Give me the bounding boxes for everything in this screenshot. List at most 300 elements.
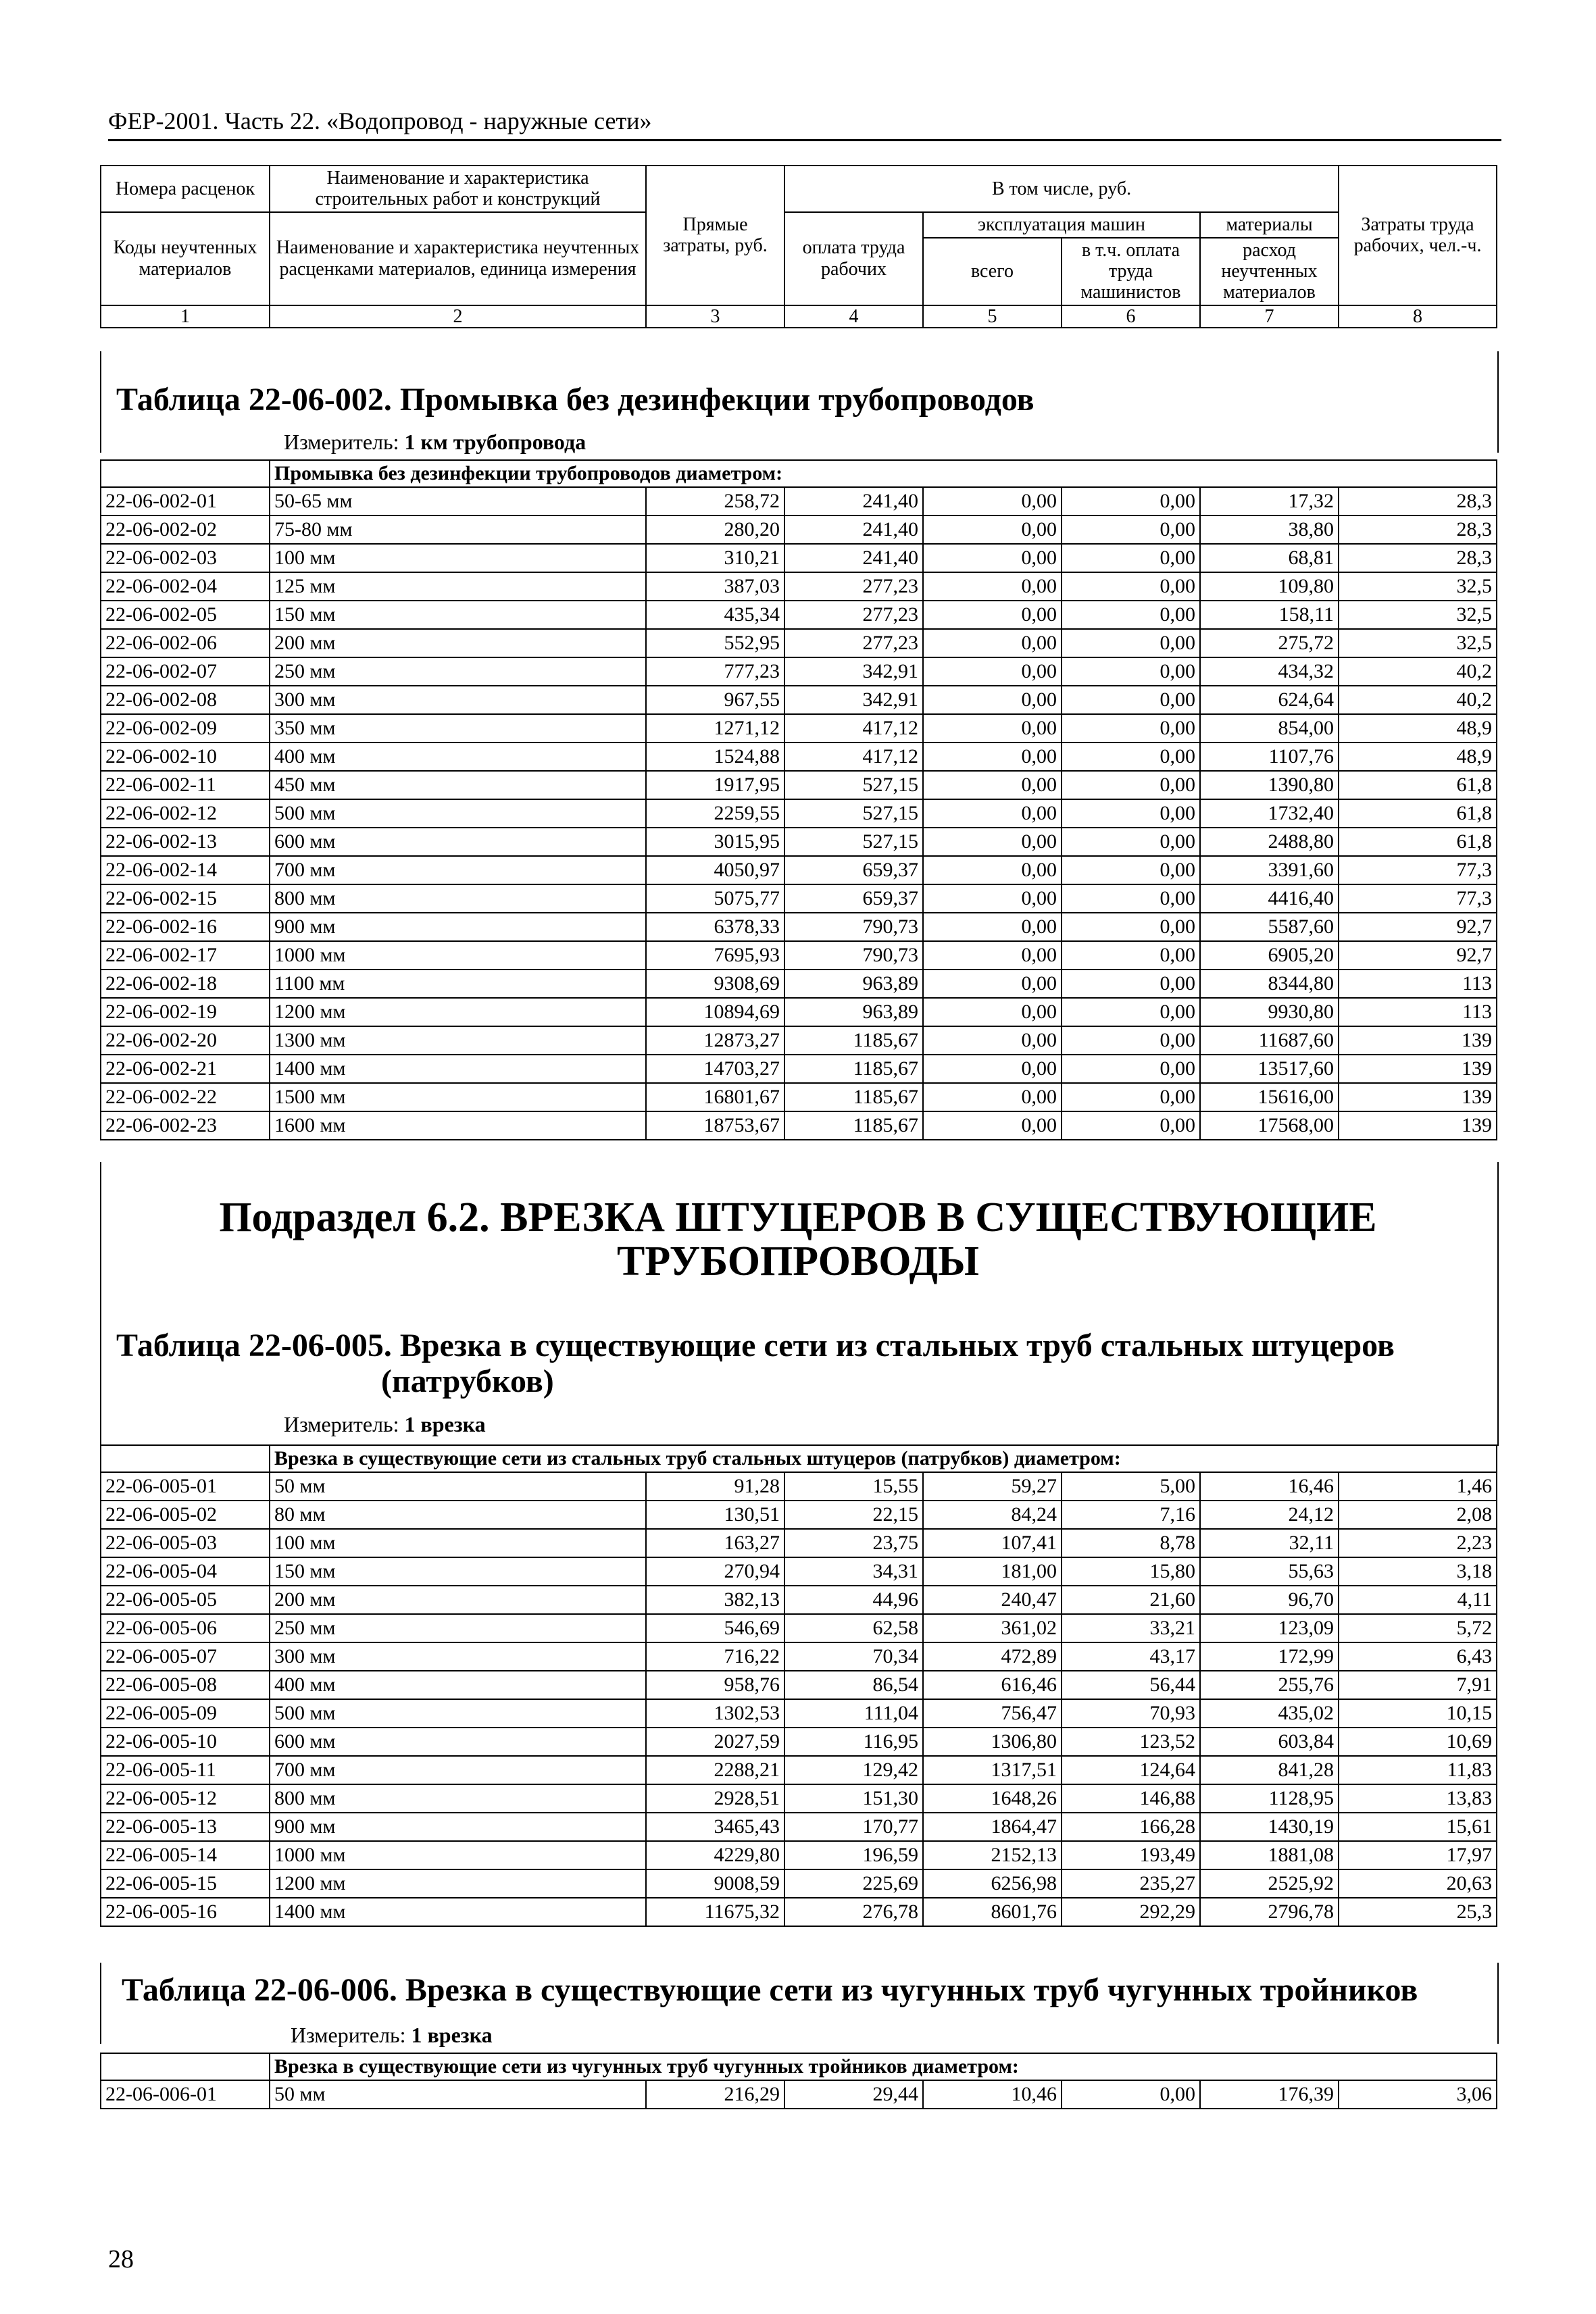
subheader-empty-cell <box>101 1445 270 1472</box>
rate-code-cell: 22-06-002-05 <box>101 601 270 629</box>
materials-cell: 255,76 <box>1200 1671 1339 1699</box>
materials-cell: 38,80 <box>1200 515 1339 544</box>
rate-code-cell: 22-06-005-06 <box>101 1614 270 1642</box>
machines-total-cell: 0,00 <box>923 1055 1062 1083</box>
materials-cell: 123,09 <box>1200 1614 1339 1642</box>
machines-total-cell: 59,27 <box>923 1472 1062 1501</box>
direct-costs-cell: 3015,95 <box>646 828 784 856</box>
labor-pay-cell: 342,91 <box>784 657 923 686</box>
table-row <box>101 686 1497 714</box>
materials-cell: 1390,80 <box>1200 771 1339 799</box>
materials-cell: 1128,95 <box>1200 1784 1339 1813</box>
rate-name-cell: 1000 мм <box>270 1841 646 1869</box>
machines-labor-cell: 0,00 <box>1062 544 1200 572</box>
col-num: 5 <box>923 305 1062 328</box>
materials-cell: 275,72 <box>1200 629 1339 657</box>
table-row <box>101 1756 1497 1784</box>
machines-labor-cell: 8,78 <box>1062 1529 1200 1557</box>
table-title-line: (патрубков) <box>381 1363 554 1399</box>
materials-cell: 11687,60 <box>1200 1026 1339 1055</box>
rate-name-cell: 1200 мм <box>270 1869 646 1898</box>
subheader-empty-cell <box>101 460 270 487</box>
labor-pay-cell: 527,15 <box>784 771 923 799</box>
labor-pay-cell: 29,44 <box>784 2080 923 2109</box>
direct-costs-cell: 552,95 <box>646 629 784 657</box>
materials-cell: 2488,80 <box>1200 828 1339 856</box>
direct-costs-cell: 7695,93 <box>646 941 784 970</box>
labor-pay-cell: 15,55 <box>784 1472 923 1501</box>
rate-code-cell: 22-06-005-02 <box>101 1501 270 1529</box>
subheader-row <box>101 1445 1497 1472</box>
labor-pay-cell: 277,23 <box>784 629 923 657</box>
machines-labor-cell: 0,00 <box>1062 1026 1200 1055</box>
col-num: 7 <box>1200 305 1339 328</box>
machines-total-cell: 0,00 <box>923 913 1062 941</box>
labor-costs-cell: 3,06 <box>1339 2080 1497 2109</box>
labor-pay-cell: 241,40 <box>784 515 923 544</box>
machines-labor-cell: 5,00 <box>1062 1472 1200 1501</box>
rate-code-cell: 22-06-002-14 <box>101 856 270 884</box>
rate-code-cell: 22-06-005-11 <box>101 1756 270 1784</box>
measure-label: Измеритель: <box>284 1412 405 1436</box>
machines-labor-cell: 292,29 <box>1062 1898 1200 1926</box>
direct-costs-cell: 4050,97 <box>646 856 784 884</box>
rate-name-cell: 700 мм <box>270 1756 646 1784</box>
measure-unit <box>284 1412 486 1437</box>
materials-cell: 4416,40 <box>1200 884 1339 913</box>
machines-total-cell: 0,00 <box>923 941 1062 970</box>
machines-labor-cell: 166,28 <box>1062 1813 1200 1841</box>
labor-costs-cell: 113 <box>1339 998 1497 1026</box>
rate-code-cell: 22-06-002-08 <box>101 686 270 714</box>
labor-costs-cell: 139 <box>1339 1026 1497 1055</box>
machines-total-cell: 8601,76 <box>923 1898 1062 1926</box>
rate-name-cell: 1500 мм <box>270 1083 646 1111</box>
direct-costs-cell: 967,55 <box>646 686 784 714</box>
rate-name-cell: 250 мм <box>270 657 646 686</box>
direct-costs-cell: 2027,59 <box>646 1728 784 1756</box>
labor-costs-cell: 61,8 <box>1339 828 1497 856</box>
machines-labor-cell: 0,00 <box>1062 1055 1200 1083</box>
direct-costs-cell: 435,34 <box>646 601 784 629</box>
table-row <box>101 544 1497 572</box>
materials-cell: 435,02 <box>1200 1699 1339 1728</box>
labor-pay-cell: 22,15 <box>784 1501 923 1529</box>
labor-pay-cell: 277,23 <box>784 572 923 601</box>
header-rates-no: Номера расценок <box>101 166 270 212</box>
machines-labor-cell: 43,17 <box>1062 1642 1200 1671</box>
direct-costs-cell: 14703,27 <box>646 1055 784 1083</box>
table-row <box>101 1869 1497 1898</box>
rate-code-cell: 22-06-005-12 <box>101 1784 270 1813</box>
machines-total-cell: 0,00 <box>923 572 1062 601</box>
measure-label: Измеритель: <box>284 430 405 454</box>
rates-table-22-06-006 <box>100 2053 1497 2109</box>
labor-pay-cell: 23,75 <box>784 1529 923 1557</box>
rate-code-cell: 22-06-005-04 <box>101 1557 270 1586</box>
header-machines: эксплуатация машин <box>923 212 1200 238</box>
table-row <box>101 1699 1497 1728</box>
header-codes: Коды неучтенных материалов <box>101 212 270 305</box>
rate-name-cell: 50-65 мм <box>270 487 646 515</box>
machines-labor-cell: 0,00 <box>1062 884 1200 913</box>
rate-name-cell: 1100 мм <box>270 970 646 998</box>
machines-labor-cell: 70,93 <box>1062 1699 1200 1728</box>
direct-costs-cell: 216,29 <box>646 2080 784 2109</box>
rates-table-22-06-002 <box>100 459 1497 1140</box>
rate-code-cell: 22-06-005-13 <box>101 1813 270 1841</box>
labor-costs-cell: 20,63 <box>1339 1869 1497 1898</box>
header-labor-pay: оплата труда рабочих <box>784 212 923 305</box>
labor-pay-cell: 225,69 <box>784 1869 923 1898</box>
rate-code-cell: 22-06-002-17 <box>101 941 270 970</box>
labor-costs-cell: 28,3 <box>1339 544 1497 572</box>
labor-costs-cell: 77,3 <box>1339 884 1497 913</box>
labor-pay-cell: 116,95 <box>784 1728 923 1756</box>
rate-code-cell: 22-06-002-12 <box>101 799 270 828</box>
rate-name-cell: 200 мм <box>270 629 646 657</box>
rate-code-cell: 22-06-002-09 <box>101 714 270 743</box>
rate-code-cell: 22-06-002-06 <box>101 629 270 657</box>
header-incl: В том числе, руб. <box>784 166 1339 212</box>
materials-cell: 624,64 <box>1200 686 1339 714</box>
direct-costs-cell: 1271,12 <box>646 714 784 743</box>
labor-costs-cell: 139 <box>1339 1111 1497 1140</box>
table-row <box>101 941 1497 970</box>
machines-labor-cell: 193,49 <box>1062 1841 1200 1869</box>
rate-code-cell: 22-06-006-01 <box>101 2080 270 2109</box>
materials-cell: 2796,78 <box>1200 1898 1339 1926</box>
labor-costs-cell: 1,46 <box>1339 1472 1497 1501</box>
rate-name-cell: 1000 мм <box>270 941 646 970</box>
direct-costs-cell: 387,03 <box>646 572 784 601</box>
rate-code-cell: 22-06-002-01 <box>101 487 270 515</box>
labor-pay-cell: 70,34 <box>784 1642 923 1671</box>
labor-pay-cell: 170,77 <box>784 1813 923 1841</box>
materials-cell: 32,11 <box>1200 1529 1339 1557</box>
machines-total-cell: 240,47 <box>923 1586 1062 1614</box>
direct-costs-cell: 2928,51 <box>646 1784 784 1813</box>
materials-cell: 96,70 <box>1200 1586 1339 1614</box>
machines-total-cell: 361,02 <box>923 1614 1062 1642</box>
labor-costs-cell: 2,23 <box>1339 1529 1497 1557</box>
table-row <box>101 1586 1497 1614</box>
materials-cell: 172,99 <box>1200 1642 1339 1671</box>
table-row <box>101 2080 1497 2109</box>
table-row <box>101 629 1497 657</box>
machines-total-cell: 1864,47 <box>923 1813 1062 1841</box>
rate-name-cell: 50 мм <box>270 1472 646 1501</box>
labor-pay-cell: 790,73 <box>784 913 923 941</box>
labor-pay-cell: 659,37 <box>784 856 923 884</box>
table-row <box>101 1813 1497 1841</box>
labor-costs-cell: 6,43 <box>1339 1642 1497 1671</box>
subsection-line: Подраздел 6.2. ВРЕЗКА ШТУЦЕРОВ В СУЩЕСТВУЮЩИЕ <box>219 1194 1377 1240</box>
rate-code-cell: 22-06-002-22 <box>101 1083 270 1111</box>
direct-costs-cell: 2259,55 <box>646 799 784 828</box>
header-materials-unc: расход неучтенных материалов <box>1200 238 1339 305</box>
table-row <box>101 1111 1497 1140</box>
header-machines-total: всего <box>923 238 1062 305</box>
machines-total-cell: 0,00 <box>923 828 1062 856</box>
table-row <box>101 1728 1497 1756</box>
labor-costs-cell: 40,2 <box>1339 657 1497 686</box>
rate-name-cell: 80 мм <box>270 1501 646 1529</box>
rate-code-cell: 22-06-002-02 <box>101 515 270 544</box>
labor-costs-cell: 7,91 <box>1339 1671 1497 1699</box>
table-row <box>101 515 1497 544</box>
rate-name-cell: 900 мм <box>270 913 646 941</box>
table-row <box>101 1026 1497 1055</box>
rate-name-cell: 1400 мм <box>270 1055 646 1083</box>
direct-costs-cell: 280,20 <box>646 515 784 544</box>
machines-labor-cell: 7,16 <box>1062 1501 1200 1529</box>
machines-labor-cell: 0,00 <box>1062 657 1200 686</box>
table-row <box>101 771 1497 799</box>
materials-cell: 17,32 <box>1200 487 1339 515</box>
rate-name-cell: 800 мм <box>270 1784 646 1813</box>
table-row <box>101 1529 1497 1557</box>
header-machines-labor: в т.ч. оплата труда машинистов <box>1062 238 1200 305</box>
rate-code-cell: 22-06-005-07 <box>101 1642 270 1671</box>
materials-cell: 55,63 <box>1200 1557 1339 1586</box>
table-title <box>116 1328 1395 1400</box>
direct-costs-cell: 11675,32 <box>646 1898 784 1926</box>
machines-total-cell: 0,00 <box>923 1026 1062 1055</box>
labor-costs-cell: 61,8 <box>1339 799 1497 828</box>
measure-unit <box>284 430 586 455</box>
materials-cell: 176,39 <box>1200 2080 1339 2109</box>
subheader-row <box>101 2053 1497 2080</box>
machines-labor-cell: 0,00 <box>1062 913 1200 941</box>
labor-pay-cell: 1185,67 <box>784 1026 923 1055</box>
rate-name-cell: 1300 мм <box>270 1026 646 1055</box>
direct-costs-cell: 958,76 <box>646 1671 784 1699</box>
direct-costs-cell: 1302,53 <box>646 1699 784 1728</box>
measure-value: 1 врезка <box>411 2023 493 2047</box>
direct-costs-cell: 130,51 <box>646 1501 784 1529</box>
machines-total-cell: 616,46 <box>923 1671 1062 1699</box>
table-row <box>101 884 1497 913</box>
rate-code-cell: 22-06-002-23 <box>101 1111 270 1140</box>
machines-total-cell: 0,00 <box>923 799 1062 828</box>
direct-costs-cell: 91,28 <box>646 1472 784 1501</box>
labor-costs-cell: 3,18 <box>1339 1557 1497 1586</box>
table-row <box>101 714 1497 743</box>
table-row <box>101 1784 1497 1813</box>
labor-pay-cell: 129,42 <box>784 1756 923 1784</box>
rate-code-cell: 22-06-005-16 <box>101 1898 270 1926</box>
materials-cell: 8344,80 <box>1200 970 1339 998</box>
machines-labor-cell: 0,00 <box>1062 1083 1200 1111</box>
rate-name-cell: 200 мм <box>270 1586 646 1614</box>
direct-costs-cell: 10894,69 <box>646 998 784 1026</box>
machines-total-cell: 0,00 <box>923 970 1062 998</box>
materials-cell: 17568,00 <box>1200 1111 1339 1140</box>
rate-name-cell: 1400 мм <box>270 1898 646 1926</box>
machines-labor-cell: 0,00 <box>1062 799 1200 828</box>
machines-labor-cell: 0,00 <box>1062 941 1200 970</box>
table-row <box>101 1642 1497 1671</box>
rate-code-cell: 22-06-005-01 <box>101 1472 270 1501</box>
table-title-line: Таблица 22-06-005. Врезка в существующие сети из стальных труб стальных штуцеров <box>116 1328 1395 1363</box>
rate-name-cell: 500 мм <box>270 799 646 828</box>
materials-cell: 854,00 <box>1200 714 1339 743</box>
machines-labor-cell: 33,21 <box>1062 1614 1200 1642</box>
header-materials: материалы <box>1200 212 1339 238</box>
table-row <box>101 1472 1497 1501</box>
rate-code-cell: 22-06-002-20 <box>101 1026 270 1055</box>
machines-labor-cell: 21,60 <box>1062 1586 1200 1614</box>
machines-total-cell: 0,00 <box>923 714 1062 743</box>
labor-costs-cell: 77,3 <box>1339 856 1497 884</box>
measure-value: 1 км трубопровода <box>404 430 587 454</box>
rate-name-cell: 250 мм <box>270 1614 646 1642</box>
machines-total-cell: 1317,51 <box>923 1756 1062 1784</box>
materials-cell: 841,28 <box>1200 1756 1339 1784</box>
rate-code-cell: 22-06-002-18 <box>101 970 270 998</box>
machines-labor-cell: 0,00 <box>1062 686 1200 714</box>
labor-pay-cell: 111,04 <box>784 1699 923 1728</box>
subheader-cell: Промывка без дезинфекции трубопроводов диаметром: <box>270 460 1497 487</box>
labor-pay-cell: 62,58 <box>784 1614 923 1642</box>
table-row <box>101 487 1497 515</box>
labor-costs-cell: 10,69 <box>1339 1728 1497 1756</box>
materials-cell: 68,81 <box>1200 544 1339 572</box>
direct-costs-cell: 310,21 <box>646 544 784 572</box>
rate-code-cell: 22-06-002-03 <box>101 544 270 572</box>
machines-total-cell: 181,00 <box>923 1557 1062 1586</box>
rate-name-cell: 600 мм <box>270 1728 646 1756</box>
machines-total-cell: 0,00 <box>923 544 1062 572</box>
table-title: Таблица 22-06-006. Врезка в существующие сети из чугунных труб чугунных тройников <box>122 1972 1418 2008</box>
direct-costs-cell: 9008,59 <box>646 1869 784 1898</box>
rate-name-cell: 150 мм <box>270 601 646 629</box>
direct-costs-cell: 258,72 <box>646 487 784 515</box>
machines-labor-cell: 0,00 <box>1062 515 1200 544</box>
table-row <box>101 913 1497 941</box>
machines-labor-cell: 0,00 <box>1062 743 1200 771</box>
table-row <box>101 1501 1497 1529</box>
labor-pay-cell: 241,40 <box>784 487 923 515</box>
labor-costs-cell: 139 <box>1339 1055 1497 1083</box>
direct-costs-cell: 382,13 <box>646 1586 784 1614</box>
materials-cell: 3391,60 <box>1200 856 1339 884</box>
machines-labor-cell: 0,00 <box>1062 828 1200 856</box>
machines-total-cell: 0,00 <box>923 686 1062 714</box>
direct-costs-cell: 2288,21 <box>646 1756 784 1784</box>
table-row <box>101 1841 1497 1869</box>
direct-costs-cell: 16801,67 <box>646 1083 784 1111</box>
col-num: 1 <box>101 305 270 328</box>
measure-value: 1 врезка <box>404 1412 486 1436</box>
table-row <box>101 1671 1497 1699</box>
materials-cell: 158,11 <box>1200 601 1339 629</box>
materials-cell: 13517,60 <box>1200 1055 1339 1083</box>
labor-costs-cell: 4,11 <box>1339 1586 1497 1614</box>
machines-total-cell: 1306,80 <box>923 1728 1062 1756</box>
materials-cell: 434,32 <box>1200 657 1339 686</box>
table-row <box>101 1614 1497 1642</box>
direct-costs-cell: 4229,80 <box>646 1841 784 1869</box>
materials-cell: 16,46 <box>1200 1472 1339 1501</box>
labor-costs-cell: 5,72 <box>1339 1614 1497 1642</box>
labor-costs-cell: 61,8 <box>1339 771 1497 799</box>
table-row <box>101 856 1497 884</box>
rate-name-cell: 1600 мм <box>270 1111 646 1140</box>
subheader-empty-cell <box>101 2053 270 2080</box>
header-labor-costs: Затраты труда рабочих, чел.-ч. <box>1339 166 1497 305</box>
direct-costs-cell: 12873,27 <box>646 1026 784 1055</box>
header-direct-costs: Прямые затраты, руб. <box>646 166 784 305</box>
rate-name-cell: 125 мм <box>270 572 646 601</box>
labor-pay-cell: 417,12 <box>784 714 923 743</box>
machines-labor-cell: 0,00 <box>1062 487 1200 515</box>
materials-cell: 9930,80 <box>1200 998 1339 1026</box>
labor-pay-cell: 527,15 <box>784 828 923 856</box>
labor-costs-cell: 17,97 <box>1339 1841 1497 1869</box>
materials-cell: 1881,08 <box>1200 1841 1339 1869</box>
machines-total-cell: 1648,26 <box>923 1784 1062 1813</box>
labor-costs-cell: 32,5 <box>1339 601 1497 629</box>
subheader-cell: Врезка в существующие сети из стальных труб стальных штуцеров (патрубков) диаметром: <box>270 1445 1497 1472</box>
rate-name-cell: 350 мм <box>270 714 646 743</box>
subsection-line: ТРУБОПРОВОДЫ <box>617 1238 979 1285</box>
table-row <box>101 828 1497 856</box>
labor-pay-cell: 44,96 <box>784 1586 923 1614</box>
rate-name-cell: 150 мм <box>270 1557 646 1586</box>
labor-pay-cell: 34,31 <box>784 1557 923 1586</box>
machines-labor-cell: 0,00 <box>1062 856 1200 884</box>
rate-code-cell: 22-06-002-15 <box>101 884 270 913</box>
rate-name-cell: 900 мм <box>270 1813 646 1841</box>
labor-costs-cell: 15,61 <box>1339 1813 1497 1841</box>
rate-name-cell: 500 мм <box>270 1699 646 1728</box>
rate-name-cell: 50 мм <box>270 2080 646 2109</box>
machines-labor-cell: 0,00 <box>1062 714 1200 743</box>
materials-cell: 603,84 <box>1200 1728 1339 1756</box>
direct-costs-cell: 5075,77 <box>646 884 784 913</box>
labor-costs-cell: 92,7 <box>1339 913 1497 941</box>
labor-pay-cell: 963,89 <box>784 998 923 1026</box>
rate-code-cell: 22-06-005-10 <box>101 1728 270 1756</box>
machines-total-cell: 756,47 <box>923 1699 1062 1728</box>
direct-costs-cell: 270,94 <box>646 1557 784 1586</box>
machines-total-cell: 0,00 <box>923 771 1062 799</box>
labor-costs-cell: 2,08 <box>1339 1501 1497 1529</box>
labor-pay-cell: 276,78 <box>784 1898 923 1926</box>
machines-total-cell: 107,41 <box>923 1529 1062 1557</box>
labor-pay-cell: 963,89 <box>784 970 923 998</box>
labor-costs-cell: 28,3 <box>1339 515 1497 544</box>
labor-pay-cell: 86,54 <box>784 1671 923 1699</box>
direct-costs-cell: 18753,67 <box>646 1111 784 1140</box>
direct-costs-cell: 3465,43 <box>646 1813 784 1841</box>
rate-code-cell: 22-06-002-10 <box>101 743 270 771</box>
machines-labor-cell: 0,00 <box>1062 572 1200 601</box>
direct-costs-cell: 163,27 <box>646 1529 784 1557</box>
table-row <box>101 799 1497 828</box>
col-num: 2 <box>270 305 646 328</box>
rate-name-cell: 300 мм <box>270 1642 646 1671</box>
table-row <box>101 1083 1497 1111</box>
rate-code-cell: 22-06-002-13 <box>101 828 270 856</box>
materials-cell: 15616,00 <box>1200 1083 1339 1111</box>
rate-code-cell: 22-06-005-14 <box>101 1841 270 1869</box>
machines-labor-cell: 56,44 <box>1062 1671 1200 1699</box>
labor-costs-cell: 139 <box>1339 1083 1497 1111</box>
rate-name-cell: 75-80 мм <box>270 515 646 544</box>
